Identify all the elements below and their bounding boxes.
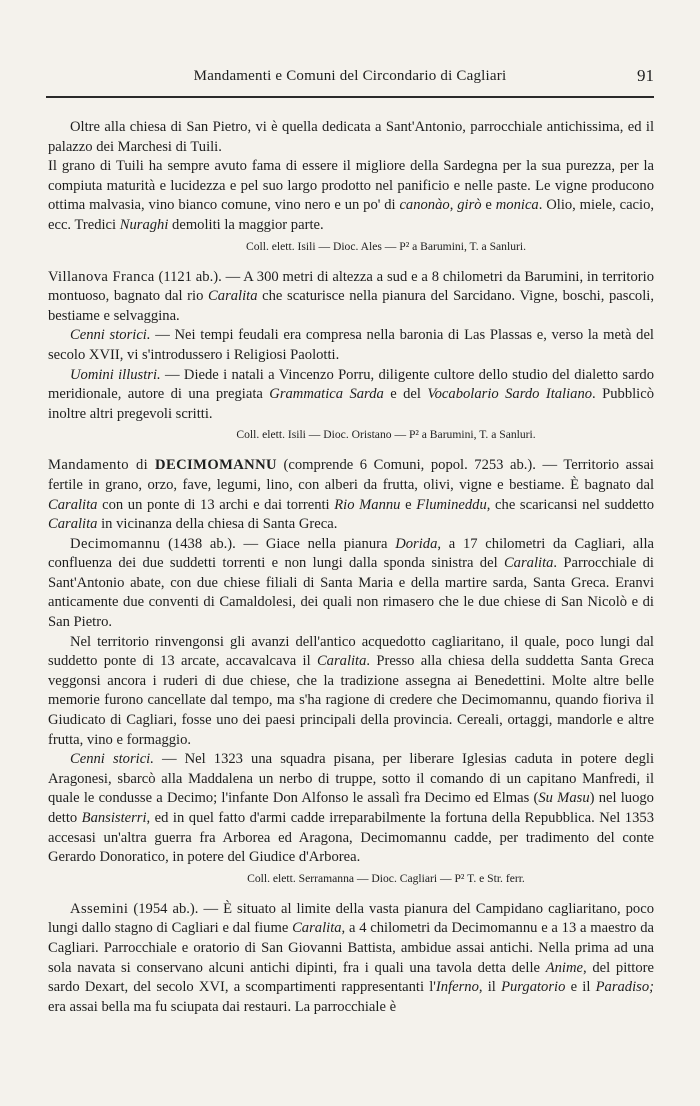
italic-term: girò: [457, 197, 482, 214]
page-body: [48, 118, 654, 1017]
paragraph-villanova-notables: [48, 366, 654, 425]
header-rule: [46, 96, 654, 98]
italic-term: Anime: [545, 959, 583, 976]
text: , a 17 chilometri da Cagliari, alla confluenza dei due suddetti torrenti e non lungi dalla sponda sinistra del: [48, 535, 654, 572]
page-header: [46, 60, 654, 92]
text: — Nei tempi feudali era compresa nella baronia di Las Plassas e, verso la metà del secolo XVII, vi s'introdussero i Religiosi Paolotti.: [48, 327, 654, 363]
paragraph-decimomannu-history: [48, 750, 654, 868]
text: e: [400, 496, 417, 513]
italic-term: Dorida: [395, 535, 438, 552]
paragraph-decimomannu: [48, 535, 654, 633]
page-number: 91: [637, 66, 654, 85]
italic-term: Inferno: [435, 979, 479, 996]
italic-subheading: Cenni storici.: [70, 751, 154, 768]
text: , a 4 chilometri da Decimomannu e a 13 a maestro da Cagliari. Parrocchiale e oratorio di San Giovanni Battista, ambidue assai antichi. Nella prima ad una sola navata si conservano alcuni antichi dipinti, fra i quali una tavola detta delle: [48, 920, 654, 976]
text: ,: [449, 197, 458, 214]
text: . Olio, miele, cacio, ecc. Tredici: [48, 197, 655, 233]
reference-line-decimomannu: Coll. elett. Serramanna — Dioc. Cagliari — P² T. e Str. ferr.: [247, 871, 525, 885]
italic-term: Paradiso;: [595, 979, 654, 996]
italic-term: Caralita: [208, 288, 258, 305]
text: , del pittore sardo Dexart, del secolo XVI, a scompartimenti rappresentanti l': [48, 959, 654, 996]
italic-subheading: Uomini illustri.: [70, 366, 161, 383]
entry-heading: Mandamento di: [48, 457, 156, 474]
text: . Parrocchiale di Sant'Antonio abate, con due chiese filiali di Santa Maria e della martire sarda, Santa Greca. Eranvi anticamente due conventi di Camaldolesi, dei quali non rimasero che le due chiese di San Nicolò e di San Pietro.: [48, 555, 654, 631]
text: . Presso alla chiesa della suddetta Santa Greca veggonsi ancora i ruderi di due chiese, che la tradizione assegna ai Benedettini. Molte altre belle memorie furono cancellate dal tempo, ma s'ha ragione di credere che Decimomannu, quando fioriva il Giudicato di Cagliari, fosse uno dei paesi principali della provincia. Cereali, ortaggi, mandorle e altre frutta, vino e formaggio.: [48, 653, 654, 748]
running-title: Mandamenti e Comuni del Circondario di Cagliari: [193, 68, 507, 84]
paragraph-mandamento-decimomannu: [48, 456, 654, 534]
italic-term: Caralita: [316, 653, 367, 670]
text: , il: [478, 979, 502, 996]
reference-line-villanova: Coll. elett. Isili — Dioc. Oristano — P² a Barumini, T. a Sanluri.: [236, 428, 536, 442]
entry-heading-bold: DECIMOMANNU: [155, 457, 277, 474]
text: — Nel 1323 una squadra pisana, per liberare Iglesias caduta in potere degli Aragonesi, sbarcò alla Maddalena un nerbo di truppe, sotto il comando di un capitano Manfredi, il quale le condusse a Decimo; l'infante Don Alfonso le assalì fra Decimo ed Elmas (: [48, 751, 654, 807]
italic-term: Vocabolario Sardo Italiano: [427, 386, 593, 403]
text: Oltre alla chiesa di San Pietro, vi è quella dedicata a Sant'Antonio, parrocchiale antichissima, ed il palazzo dei Marchesi di Tuili.: [48, 119, 654, 155]
text: , che scaricansi nel suddetto: [486, 496, 655, 513]
text: e il: [565, 979, 596, 996]
paragraph-assemini: [48, 900, 654, 1018]
italic-term: Caralita: [503, 555, 554, 572]
italic-term: Flumineddu: [416, 496, 487, 513]
italic-term: Caralita: [48, 516, 98, 533]
paragraph-decimomannu-territory: [48, 633, 654, 751]
text: e: [481, 197, 496, 214]
reference-line-tuili: Coll. elett. Isili — Dioc. Ales — P² a Barumini, T. a Sanluri.: [246, 239, 526, 253]
entry-heading: Assemini: [70, 900, 129, 917]
text: in vicinanza della chiesa di Santa Greca.: [97, 516, 338, 533]
italic-term: monica: [495, 197, 539, 214]
text: (1954 ab.). — È situato al limite della vasta pianura del Campidano cagliaritano, poco lungi dallo stagno di Cagliari e dal fiume: [48, 900, 654, 937]
text: demoliti la maggior parte.: [168, 216, 324, 233]
text: (1121 ab.). — A 300 metri di altezza a sud e a 8 chilometri da Barumini, in territorio montuoso, bagnato dal rio: [48, 268, 654, 305]
text: (1438 ab.). — Giace nella pianura: [160, 535, 396, 552]
italic-term: Caralita: [292, 920, 342, 937]
text: (comprende 6 Comuni, popol. 7253 ab.). — Territorio assai fertile in grano, orzo, fave, legumi, lino, con alberi da frutta, olivi, vigne e bestiame. È bagnato dal: [48, 457, 654, 493]
paragraph-tuili-churches: [48, 118, 654, 157]
text: Nel territorio rinvengonsi gli avanzi dell'antico acquedotto cagliaritano, il quale, poco lungi dal suddetto ponte di 13 arcate, accavalcava il: [48, 633, 654, 670]
italic-subheading: Cenni storici.: [70, 327, 151, 344]
text: era assai bella ma fu sciupata dai restauri. La parrocchiale è: [48, 998, 397, 1015]
italic-term: Purgatorio: [501, 979, 566, 996]
entry-heading: Decimomannu: [70, 535, 161, 552]
paragraph-villanova-history: [48, 326, 654, 365]
paragraph-tuili-grain: [48, 157, 654, 235]
text: . Pubblicò inoltre altri pregevoli scritti.: [48, 386, 654, 422]
entry-heading: Villanova Franca: [48, 268, 155, 285]
text: , ed in quel fatto d'armi cadde irreparabilmente la fortuna della Repubblica. Nel 1353 accesasi un'altra guerra fra Arborea ed Aragona, Decimomannu cadde, per tradimento del conte Gerardo Donoratico, in potere del Giudice d'Arborea.: [48, 810, 654, 866]
italic-term: Bansisterri: [81, 810, 147, 826]
text: Il grano di Tuili ha sempre avuto fama di essere il migliore della Sardegna per la sua purezza, per la compiuta maturità e lucidezza e pel suo largo prodotto nel panificio e nelle paste. Le vigne producono ottima malvasia, vino bianco comune, vino nero e un po' di: [48, 158, 654, 214]
italic-term: Su Masu: [538, 790, 590, 807]
paragraph-villanova-franca: [48, 268, 654, 327]
text: ) nel luogo detto: [48, 790, 654, 826]
italic-term: Rio Mannu: [334, 496, 401, 513]
text: che scaturisce nella pianura del Sarcidano. Vigne, boschi, pascoli, bestiame e selvaggina.: [48, 288, 654, 324]
text: — Diede i natali a Vincenzo Porru, diligente cultore dello studio del dialetto sardo meridionale, autore di una pregiata: [48, 366, 655, 403]
italic-term: canonào: [399, 197, 450, 214]
italic-term: Grammatica Sarda: [269, 386, 384, 403]
italic-term: Caralita: [48, 496, 98, 513]
text: e del: [383, 386, 428, 403]
italic-term: Nuraghi: [119, 216, 169, 233]
text: con un ponte di 13 archi e dai torrenti: [97, 496, 335, 513]
